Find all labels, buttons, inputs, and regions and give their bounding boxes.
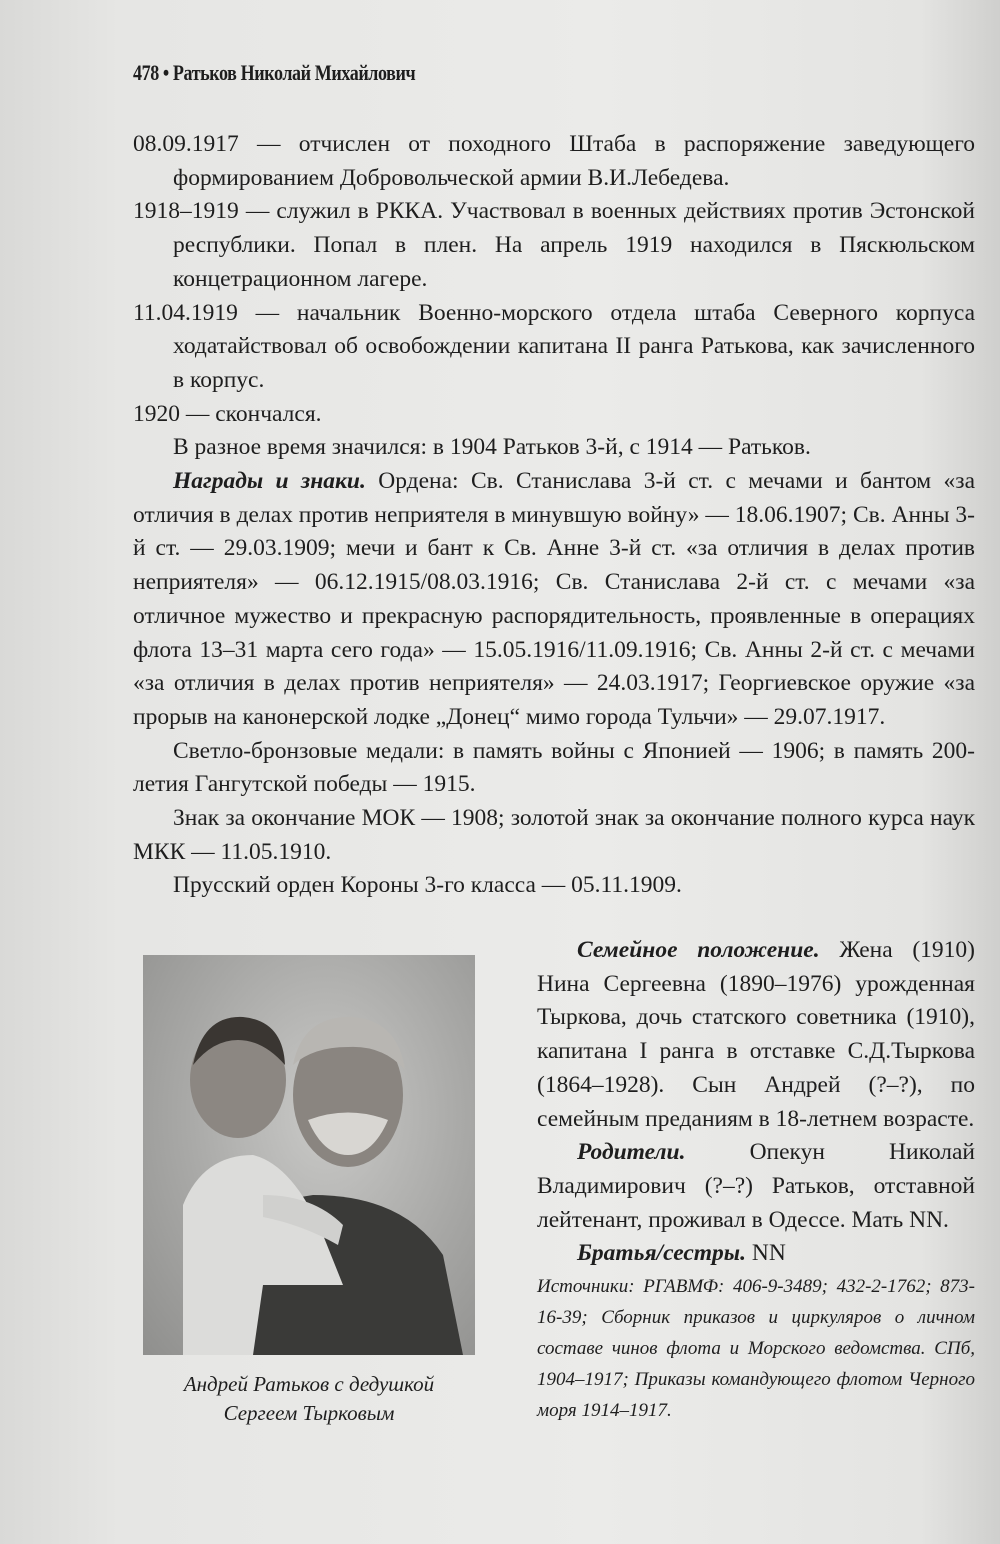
sources [537,1271,975,1426]
sources-text: Источники: РГАВМФ: 406-9-3489; 432-2-1762; 873-16-39; Сборник приказов и циркуляров о личном составе чинов флота и Морского ведомства. СПб, 1904–1917; Приказы командующего флотом Черного моря 1914–1917. [537,1276,975,1422]
parents-text: Опекун Николай Владимирович (?–?) Ратьков, отставной лейтенант, проживал в Одессе. Мать NN. [537,1139,975,1233]
header-title: Ратьков Николай Михайлович [172,60,416,85]
prussian-paragraph: Прусский орден Короны 3-го класса — 05.11.1909. [173,872,682,899]
entry-1920: 1920 — скончался. [133,400,322,427]
right-column [537,934,975,1426]
caption-line-1: Андрей Ратьков с дедушкой [183,1372,435,1396]
photo-caption [143,1370,475,1428]
medals-paragraph: Светло-бронзовые медали: в память войны с Японией — 1906; в память 200-летия Гангутской победы — 1915. [133,737,975,798]
names-note: В разное время значился: в 1904 Ратьков 3-й, с 1914 — Ратьков. [173,434,811,461]
awards-heading: Награды и знаки. [173,468,366,495]
parents-heading: Родители. [577,1139,686,1166]
entry-1918: 1918–1919 — служил в РККА. Участвовал в военных действиях против Эстонской республики. Попал в плен. На апрель 1919 находился в Пяскюльском концетрационном лагере. [133,198,975,292]
siblings-text: NN [751,1240,786,1267]
awards-text: Ордена: Св. Станислава 3-й ст. с мечами и бантом «за отличия в делах против неприятеля в минувшую войну» — 18.06.1907; Св. Анны 3-й ст. — 29.03.1909; мечи и бант к Св. Анне 3-й ст. «за отличия в делах против неприятеля» — 06.12.1915/08.03.1916; Св. Станислава 2-й ст. с мечами «за отличное мужество и прекрасную распорядительность, проявленные в операциях флота 13–31 марта сего года» — 15.05.1916/11.09.1916; Св. Анны 2-й ст. с мечами «за отличия в делах против неприятеля» — 24.03.1917; Георгиевское оружие «за прорыв на канонерской лодке „Донец“ мимо города Тульчи» — 29.07.1917. [133,468,976,730]
awards-paragraph [133,465,975,735]
family-heading: Семейное положение. [577,937,820,963]
running-header [133,60,415,86]
siblings-heading: Братья/сестры. [577,1240,746,1267]
entry-1919: 11.04.1919 — начальник Военно-морского отдела штаба Северного корпуса ходатайствовал об освобождении капитана II ранга Ратькова, как зачисленного в корпус. [133,299,975,393]
family-paragraph [537,934,975,1136]
photo-image [143,955,475,1355]
siblings-paragraph [537,1237,975,1271]
entry-1917: 08.09.1917 — отчислен от походного Штаба в распоряжение заведующего формированием Добровольческой армии В.И.Лебедева. [133,131,975,191]
caption-line-2: Сергеем Тырковым [223,1401,395,1425]
page-number: 478 [133,60,159,85]
family-text: Жена (1910) Нина Сергеевна (1890–1976) урожденная Тыркова, дочь статского советника (1910), капитана I ранга в отставке С.Д.Тыркова (1864–1928). Сын Андрей (?–?), по семейным преданиям в 18-летнем возрасте. [537,937,975,1132]
header-separator: • [162,60,169,85]
family-photo [143,955,475,1355]
parents-paragraph [537,1136,975,1237]
main-text [133,128,975,903]
badges-paragraph: Знак за окончание МОК — 1908; золотой знак за окончание полного курса наук МКК — 11.05.1910. [133,805,975,865]
